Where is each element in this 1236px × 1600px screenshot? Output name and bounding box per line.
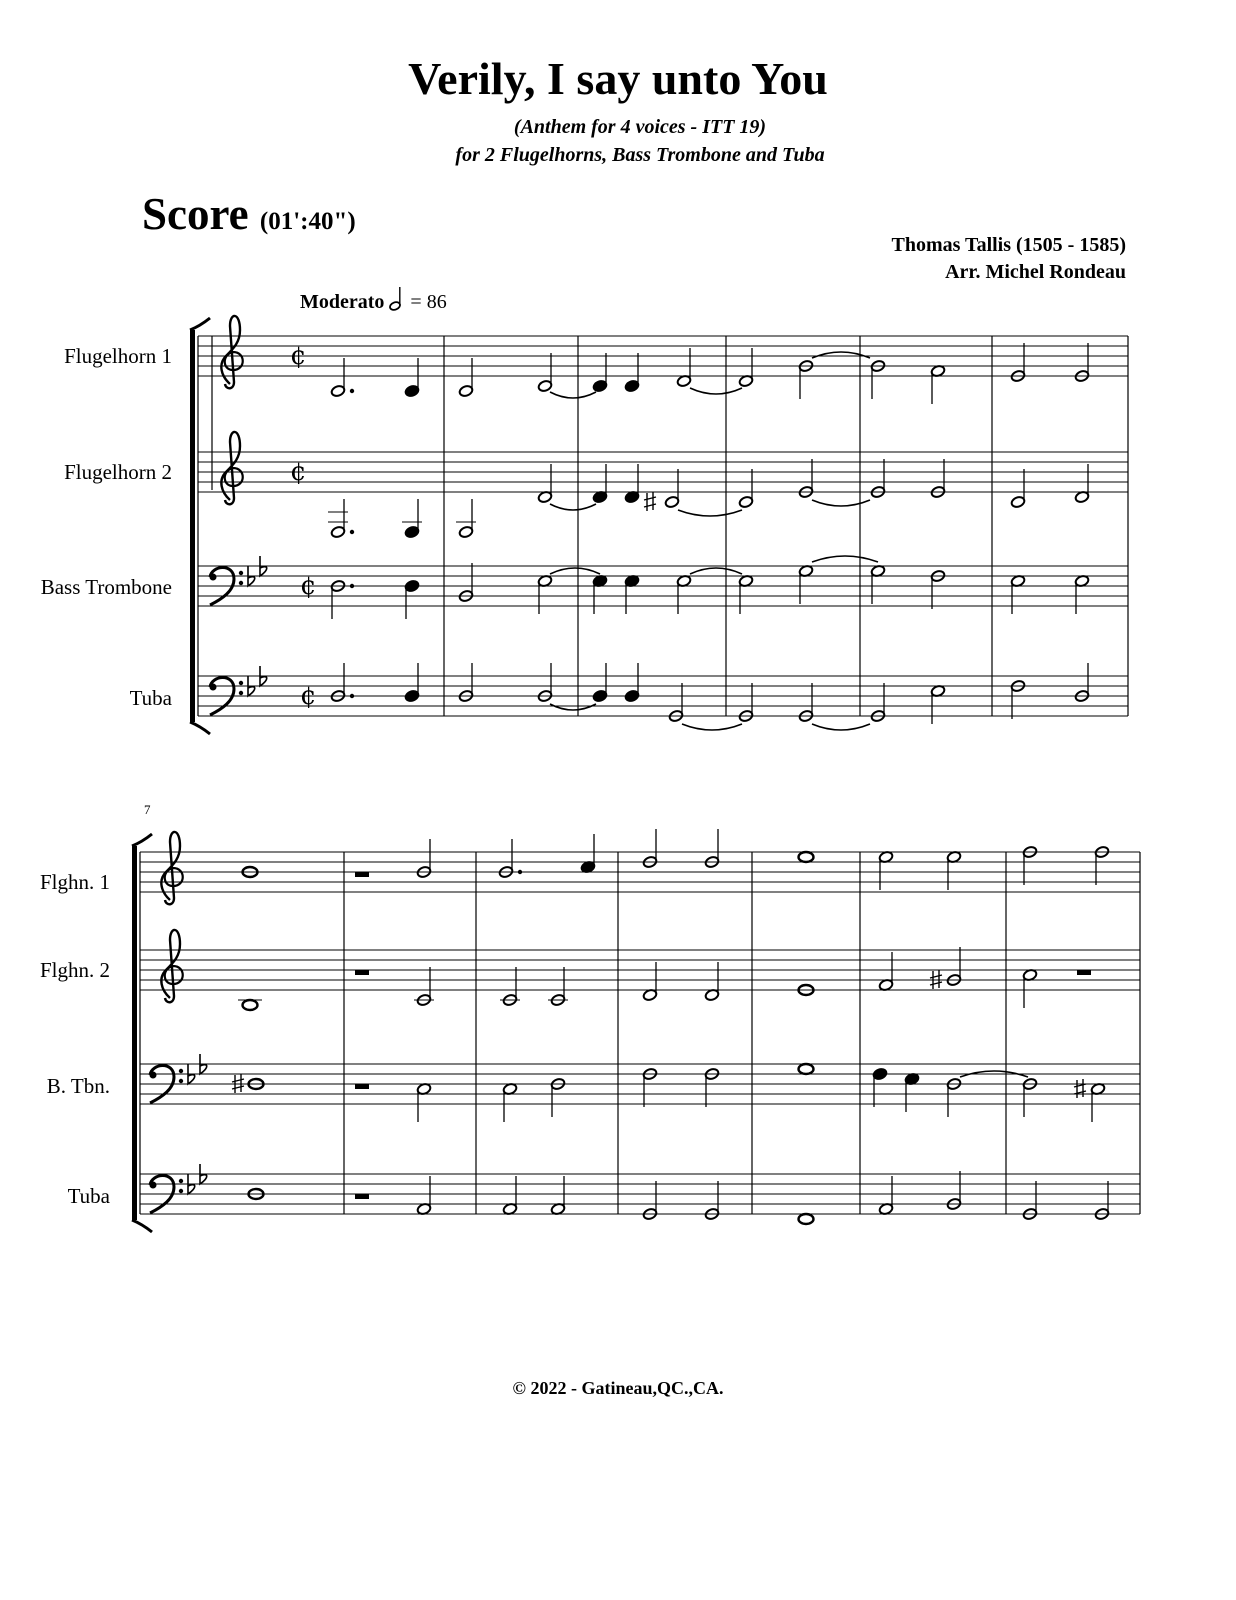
arranger-credit: Arr. Michel Rondeau — [945, 261, 1126, 283]
tie — [550, 392, 596, 398]
subtitle-instrumentation: for 2 Flugelhorns, Bass Trombone and Tuba — [455, 144, 825, 166]
tie — [550, 504, 596, 510]
bass-clef-icon — [239, 691, 243, 695]
sharp-icon — [1074, 1079, 1086, 1098]
score-title: Verily, I say unto You — [408, 53, 828, 104]
instrument-abbrev-tuba: Tuba — [67, 1184, 110, 1208]
dot — [350, 694, 354, 698]
whole-note — [799, 1064, 814, 1074]
score-label: Score — [142, 189, 249, 239]
instrument-abbrev-flugelhorn-2: Flghn. 2 — [39, 958, 110, 982]
measure-number: 7 — [144, 802, 151, 817]
whole-note — [799, 852, 814, 862]
system-bracket — [190, 318, 210, 330]
instrument-abbrev-flugelhorn-1: Flghn. 1 — [39, 870, 110, 894]
tie — [682, 724, 742, 730]
tie — [550, 568, 600, 574]
tie — [812, 352, 870, 358]
duration-label: (01':40") — [259, 208, 356, 235]
half-rest — [355, 1084, 369, 1089]
tie — [690, 388, 742, 394]
dot — [518, 870, 522, 874]
system-bracket — [132, 834, 152, 846]
dot — [350, 389, 354, 393]
half-rest — [1077, 970, 1091, 975]
cut-time-icon: ¢ — [290, 457, 307, 487]
tie — [690, 568, 742, 574]
half-rest — [355, 872, 369, 877]
sharp-icon — [644, 492, 656, 511]
bass-clef-icon — [210, 684, 217, 691]
instrument-abbrev-bass-trombone: B. Tbn. — [46, 1074, 110, 1098]
subtitle-anthem: (Anthem for 4 voices - ITT 19) — [513, 116, 767, 138]
tie — [550, 704, 596, 710]
system-bracket — [190, 722, 210, 734]
bass-clef-icon — [179, 1069, 183, 1073]
tie — [812, 500, 870, 506]
tempo-text: Moderato — [300, 291, 385, 313]
tie — [812, 724, 870, 730]
cut-time-icon: ¢ — [300, 681, 317, 711]
composer-credit: Thomas Tallis (1505 - 1585) — [891, 234, 1126, 256]
cut-time-icon: ¢ — [300, 571, 317, 601]
system-bracket — [132, 1220, 152, 1232]
instrument-name-flugelhorn-2: Flugelhorn 2 — [64, 460, 172, 484]
tie — [678, 510, 742, 516]
tie — [812, 556, 878, 562]
instrument-name-tuba: Tuba — [129, 686, 172, 710]
bass-clef-icon — [210, 574, 217, 581]
system-bracket — [190, 330, 195, 722]
tempo-value: = 86 — [410, 291, 447, 313]
dot — [350, 530, 354, 534]
whole-note — [799, 1214, 814, 1224]
bass-clef-icon — [179, 1179, 183, 1183]
staff-notation — [129, 316, 1140, 1232]
half-rest — [355, 1194, 369, 1199]
copyright-notice: © 2022 - Gatineau,QC.,CA. — [512, 1378, 724, 1398]
bass-clef-icon — [179, 1189, 183, 1193]
whole-note — [243, 1000, 258, 1010]
instrument-name-bass-trombone: Bass Trombone — [40, 575, 172, 599]
bass-clef-icon — [239, 681, 243, 685]
cut-time-icon: ¢ — [290, 341, 307, 371]
dot — [350, 584, 354, 588]
bass-clef-icon — [150, 1072, 157, 1079]
bass-clef-icon — [179, 1079, 183, 1083]
bass-clef-icon — [150, 1182, 157, 1189]
half-rest — [355, 970, 369, 975]
bass-clef-icon — [239, 571, 243, 575]
bass-clef-icon — [239, 581, 243, 585]
instrument-name-flugelhorn-1: Flugelhorn 1 — [64, 344, 172, 368]
